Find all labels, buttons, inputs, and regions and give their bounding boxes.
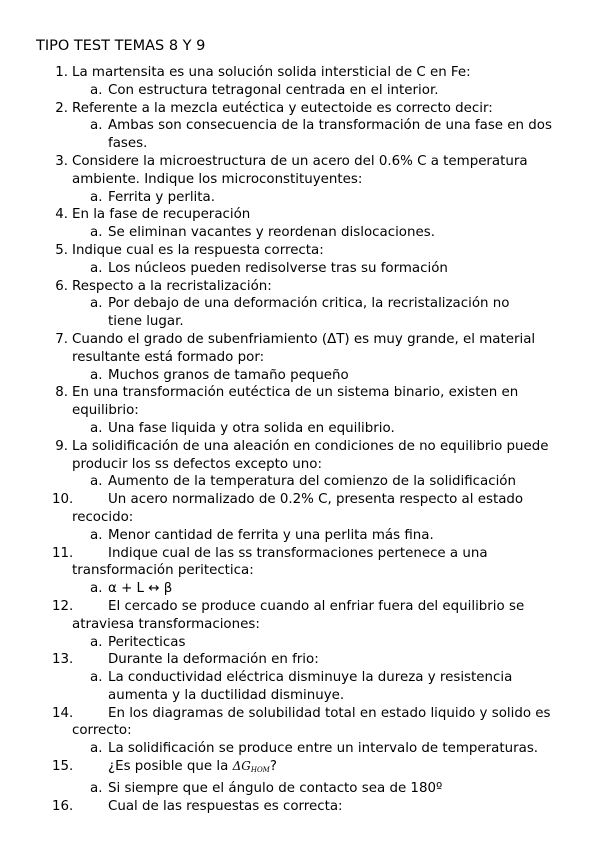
question-text: En los diagramas de solubilidad total en estado liquido y solido es correcto: [72,705,551,739]
question-text: Un acero normalizado de 0.2% C, presenta respecto al estado recocido: [72,492,524,525]
question-list [0,64,599,815]
question-13 [0,651,599,669]
answer-label: a. [90,260,103,276]
answer-8 [0,420,599,438]
question-number: 11. [52,545,74,561]
question-text-before: ¿Es posible que la [108,759,233,775]
answer-5 [0,260,599,278]
question-text: Referente a la mezcla eutéctica y eutectoide es correcto decir: [72,100,493,116]
answer-label: a. [90,581,103,597]
question-number: 13. [52,652,74,668]
math-g: G [241,759,251,774]
question-text: Indique cual de las ss transformaciones pertenece a una transformación peritectica: [72,545,488,579]
question-5 [0,242,599,260]
answer-label: a. [90,367,103,383]
question-number: 16. [52,798,74,814]
question-8 [0,384,599,420]
answer-text: Peritecticas [108,634,186,650]
math-subscript: HOM [250,766,270,775]
question-number: 12. [52,598,74,614]
question-text: Durante la deformación en frio: [108,652,319,668]
question-text: El cercado se produce cuando al enfriar fuera del equilibrio se atraviesa transformaciones: [72,598,525,632]
answer-11 [0,580,599,598]
math-delta: Δ [232,759,242,774]
answer-10 [0,527,599,545]
answer-text: Se eliminan vacantes y reordenan dislocaciones. [108,225,435,241]
answer-text: α + L ↔ β [108,581,173,597]
answer-label: a. [90,296,103,312]
question-1 [0,64,599,82]
question-text: Respecto a la recristalización: [72,278,272,294]
question-number: 14. [52,705,74,721]
answer-label: a. [90,82,103,98]
answer-text: Por debajo de una deformación critica, la recristalización no tiene lugar. [108,296,510,330]
question-number: 9. [55,438,68,454]
answer-14 [0,740,599,758]
question-number: 1. [55,65,68,80]
question-text: La martensita es una solución solida intersticial de C en Fe: [72,65,471,80]
answer-label: a. [90,118,103,134]
question-16 [0,798,599,816]
question-text: Cuando el grado de subenfriamiento (ΔT) es muy grande, el material resultante está formado por: [72,331,536,365]
question-text: Cual de las respuestas es correcta: [108,798,343,814]
answer-text: Aumento de la temperatura del comienzo de la solidificación [108,474,516,490]
question-2 [0,100,599,118]
answer-3 [0,189,599,207]
answer-text: La solidificación se produce entre un intervalo de temperaturas. [108,741,539,757]
answer-text: Con estructura tetragonal centrada en el interior. [108,82,439,98]
answer-text: Muchos granos de tamaño pequeño [108,367,349,383]
question-3 [0,153,599,189]
answer-label: a. [90,527,103,543]
answer-13 [0,669,599,705]
answer-label: a. [90,189,103,205]
answer-text: Ferrita y perlita. [108,189,215,205]
question-text: En una transformación eutéctica de un sistema binario, existen en equilibrio: [72,385,519,419]
question-12 [0,598,599,634]
question-text: Indique cual es la respuesta correcta: [72,242,324,258]
question-text-after: ? [269,759,277,775]
answer-label: a. [90,670,103,686]
question-number: 8. [55,385,68,401]
question-number: 3. [55,153,68,169]
question-11 [0,545,599,581]
question-text [72,758,562,780]
question-text: En la fase de recuperación [72,207,251,223]
answer-12 [0,634,599,652]
question-15 [0,758,599,780]
answer-6 [0,295,599,331]
answer-label: a. [90,225,103,241]
answer-2 [0,117,599,153]
answer-1 [0,82,599,100]
question-number: 15. [52,759,74,775]
answer-label: a. [90,474,103,490]
delta-g-hom-formula [233,759,270,773]
question-number: 2. [55,100,68,116]
answer-text: Ambas son consecuencia de la transformación de una fase en dos fases. [108,118,552,152]
answer-4 [0,224,599,242]
answer-label: a. [90,780,103,796]
question-14 [0,705,599,741]
answer-text: La conductividad eléctrica disminuye la dureza y resistencia aumenta y la ductilidad disminuye. [108,670,513,703]
answer-text: Los núcleos pueden redisolverse tras su formación [108,260,448,276]
answer-text: Una fase liquida y otra solida en equilibrio. [108,420,395,436]
answer-text: Menor cantidad de ferrita y una perlita más fina. [108,527,434,543]
question-number: 7. [55,331,68,347]
document-title: TIPO TEST TEMAS 8 Y 9 [36,38,206,54]
question-number: 4. [55,207,68,223]
answer-15 [0,780,599,798]
answer-7 [0,367,599,385]
question-text: La solidificación de una aleación en condiciones de no equilibrio puede producir los ss defectos excepto uno: [72,438,549,472]
question-text: Considere la microestructura de un acero del 0.6% C a temperatura ambiente. Indique los microconstituyentes: [72,153,528,187]
answer-text: Si siempre que el ángulo de contacto sea de 180º [108,780,443,796]
question-6 [0,278,599,296]
question-number: 10. [52,492,74,508]
answer-label: a. [90,741,103,757]
question-7 [0,331,599,367]
question-10 [0,491,599,527]
question-4 [0,206,599,224]
question-number: 5. [55,242,68,258]
answer-label: a. [90,634,103,650]
answer-9 [0,473,599,491]
question-number: 6. [55,278,68,294]
question-9 [0,438,599,474]
answer-label: a. [90,420,103,436]
